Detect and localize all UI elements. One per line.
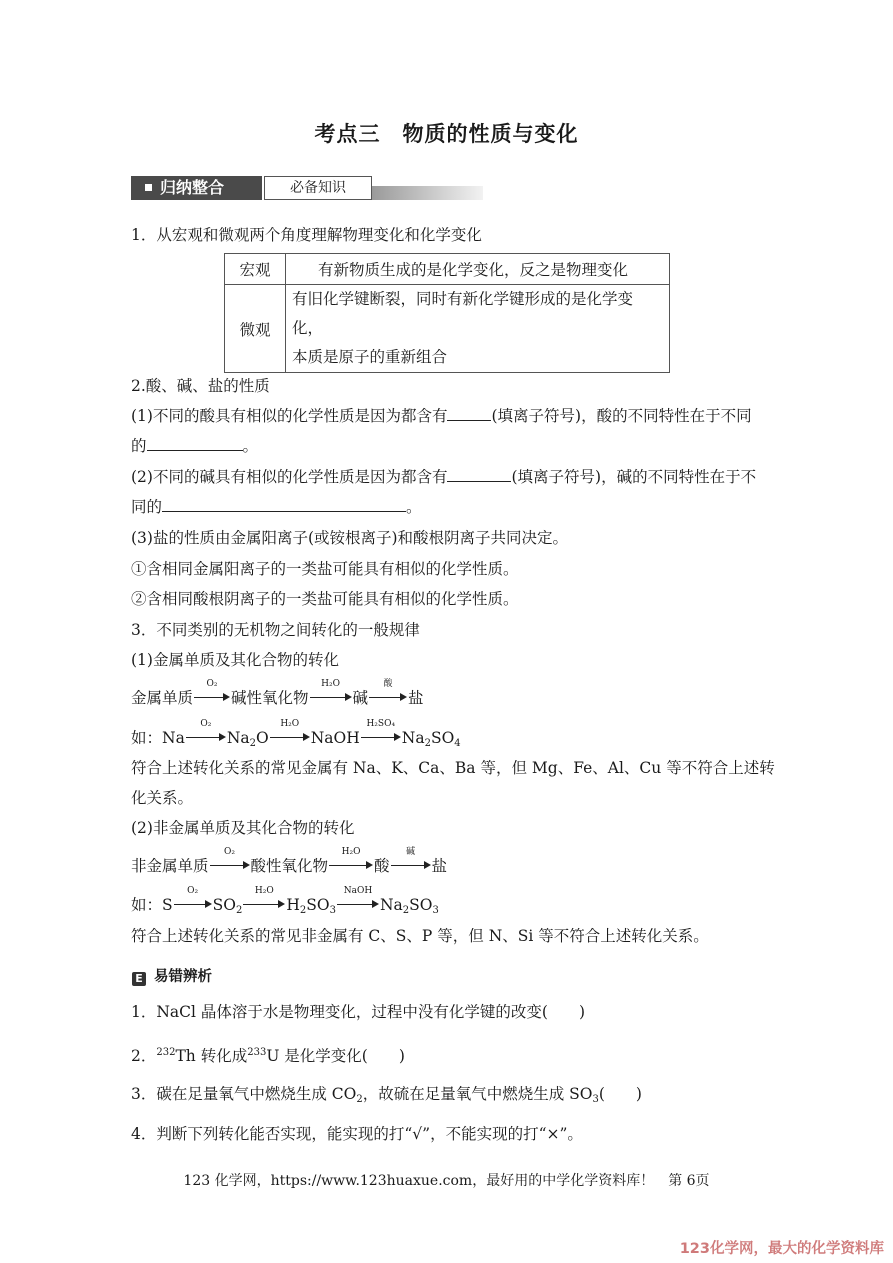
text: 2 bbox=[235, 905, 243, 916]
s2-p5: ②含相同酸根阴离子的一类盐可能具有相似的化学性质。 bbox=[131, 590, 519, 608]
arrow bbox=[210, 847, 250, 871]
metal-note-2: 化关系。 bbox=[131, 789, 194, 807]
table-key-micro: 微观 bbox=[225, 285, 286, 373]
text: O₂ bbox=[200, 719, 212, 729]
s1-heading: 1．从宏观和微观两个角度理解物理变化和化学变化 bbox=[131, 226, 482, 244]
arrow-line bbox=[174, 904, 206, 905]
arrow-head-icon bbox=[372, 900, 379, 908]
text: 3．碳在足量氧气中燃烧生成 CO bbox=[131, 1085, 357, 1103]
macro-micro-table bbox=[224, 253, 670, 373]
arrow-line bbox=[391, 865, 425, 866]
table-key-macro: 宏观 bbox=[225, 254, 286, 285]
question-2 bbox=[131, 1043, 405, 1066]
text: 2 bbox=[249, 738, 257, 749]
s3-nonmetal-title: (2)非金属单质及其化合物的转化 bbox=[131, 819, 355, 837]
s3-heading: 3．不同类别的无机物之间转化的一般规律 bbox=[131, 621, 420, 639]
arrow bbox=[186, 719, 226, 743]
arrow-head-icon bbox=[345, 693, 352, 701]
title-part1: 考点三 bbox=[314, 121, 381, 146]
text: 。 bbox=[242, 437, 259, 455]
banner-left-text: 归纳整合 bbox=[160, 178, 225, 197]
nonmetal-note: 符合上述转化关系的常见非金属有 C、S、P 等，但 N、Si 等不符合上述转化关系。 bbox=[131, 927, 709, 945]
arrow bbox=[361, 719, 401, 743]
text: H₂SO₄ bbox=[366, 719, 396, 729]
question-1: 1．NaCl 晶体溶于水是物理变化，过程中没有化学键的改变( ) bbox=[131, 1003, 586, 1021]
arrow bbox=[337, 886, 379, 910]
arrow bbox=[310, 679, 352, 703]
s2-heading: 2.酸、碱、盐的性质 bbox=[131, 377, 270, 395]
text: SO bbox=[212, 896, 236, 914]
micro-line-2: 本质是原子的重新组合 bbox=[292, 348, 448, 366]
text: 非金属单质 bbox=[131, 857, 209, 875]
text: 3 bbox=[432, 905, 439, 916]
arrow-head-icon bbox=[219, 733, 226, 741]
arrow-line bbox=[186, 737, 220, 738]
text: (2)不同的碱具有相似的化学性质是因为都含有 bbox=[131, 468, 448, 486]
text: H₂O bbox=[254, 886, 274, 896]
nonmetal-chain bbox=[131, 847, 448, 876]
text: O bbox=[256, 729, 269, 747]
answer-blank[interactable] bbox=[147, 436, 243, 451]
text: 2 bbox=[424, 738, 431, 749]
text: 碱 bbox=[352, 689, 369, 707]
arrow-line bbox=[329, 865, 367, 866]
text: 盐 bbox=[431, 857, 448, 875]
text: 如： bbox=[131, 896, 163, 914]
arrow-line bbox=[310, 697, 346, 698]
text: (1)不同的酸具有相似的化学性质是因为都含有 bbox=[131, 407, 448, 425]
text: Th 转化成 bbox=[175, 1047, 248, 1065]
text: 3 bbox=[329, 905, 336, 916]
table-row bbox=[225, 285, 670, 373]
section-banner bbox=[131, 176, 483, 202]
s2-p4: ①含相同金属阳离子的一类盐可能具有相似的化学性质。 bbox=[131, 560, 519, 578]
square-icon bbox=[145, 184, 152, 191]
arrow-head-icon bbox=[400, 693, 407, 701]
arrow-line bbox=[194, 697, 224, 698]
arrow-line bbox=[243, 904, 279, 905]
text: 2 bbox=[299, 905, 307, 916]
question-3 bbox=[131, 1084, 642, 1110]
text: Na bbox=[401, 729, 425, 747]
text: 盐 bbox=[408, 689, 424, 707]
text: 碱性氧化物 bbox=[231, 689, 309, 707]
e-badge-icon: E bbox=[132, 972, 146, 986]
text: 酸 bbox=[374, 857, 390, 875]
text: ，故硫在足量氧气中燃烧生成 SO bbox=[362, 1085, 593, 1103]
text: Na bbox=[226, 729, 250, 747]
s2-p3: (3)盐的性质由金属阳离子(或铵根离子)和酸根阴离子共同决定。 bbox=[131, 529, 569, 547]
text: (填离子符号)，酸的不同特性在于不同 bbox=[491, 407, 752, 425]
text: 4 bbox=[454, 738, 461, 749]
arrow-head-icon bbox=[223, 693, 230, 701]
page-title bbox=[0, 118, 893, 148]
text: 如： bbox=[131, 729, 163, 747]
text: Na bbox=[379, 896, 403, 914]
text: 232 bbox=[156, 1047, 176, 1058]
text: H₂O bbox=[341, 847, 361, 857]
answer-blank[interactable] bbox=[162, 497, 406, 512]
text: 碱 bbox=[406, 847, 416, 857]
text: NaOH bbox=[343, 886, 373, 896]
text: S bbox=[162, 896, 173, 914]
s3-metal-title: (1)金属单质及其化合物的转化 bbox=[131, 651, 339, 669]
arrow-head-icon bbox=[278, 900, 285, 908]
s2-p1 bbox=[131, 406, 752, 426]
text: H bbox=[286, 896, 300, 914]
text: 酸性氧化物 bbox=[250, 857, 329, 875]
text: 233 bbox=[247, 1047, 267, 1058]
arrow bbox=[194, 679, 230, 703]
answer-blank[interactable] bbox=[447, 406, 491, 421]
banner-dark-label bbox=[131, 176, 262, 200]
arrow-head-icon bbox=[366, 861, 373, 869]
text: O₂ bbox=[187, 886, 199, 896]
metal-example bbox=[131, 719, 461, 754]
nonmetal-example bbox=[131, 886, 439, 921]
text: 的 bbox=[131, 437, 147, 455]
arrow-head-icon bbox=[424, 861, 431, 869]
arrow-line bbox=[270, 737, 304, 738]
arrow-head-icon bbox=[394, 733, 401, 741]
arrow bbox=[391, 847, 431, 871]
title-part2: 物质的性质与变化 bbox=[402, 121, 579, 146]
text: 酸 bbox=[383, 679, 393, 689]
text: ( ) bbox=[598, 1085, 642, 1103]
text: 金属单质 bbox=[131, 689, 194, 707]
arrow-head-icon bbox=[303, 733, 310, 741]
arrow-line bbox=[210, 865, 244, 866]
text: (填离子符号)，碱的不同特性在于不 bbox=[511, 468, 757, 486]
s2-p1-cont bbox=[131, 436, 258, 456]
text: O₂ bbox=[206, 679, 218, 689]
text: H₂O bbox=[280, 719, 300, 729]
arrow bbox=[369, 679, 407, 703]
arrow bbox=[174, 886, 212, 910]
table-row bbox=[225, 254, 670, 285]
answer-blank[interactable] bbox=[447, 467, 511, 482]
arrow bbox=[270, 719, 310, 743]
text: H₂O bbox=[321, 679, 340, 689]
text: O₂ bbox=[224, 847, 236, 857]
banner-fade-bar bbox=[372, 186, 483, 200]
s2-p2 bbox=[131, 467, 756, 487]
text: 同的 bbox=[131, 498, 163, 516]
text: NaOH bbox=[310, 729, 360, 747]
arrow-head-icon bbox=[243, 861, 250, 869]
arrow-head-icon bbox=[205, 900, 212, 908]
watermark: 123化学网，最大的化学资料库 bbox=[679, 1241, 884, 1257]
text: Na bbox=[162, 729, 185, 747]
arrow-line bbox=[361, 737, 395, 738]
text: 2． bbox=[131, 1047, 157, 1065]
table-value-macro: 有新物质生成的是化学变化，反之是物理变化 bbox=[286, 254, 670, 285]
arrow bbox=[243, 886, 285, 910]
arrow-line bbox=[369, 697, 401, 698]
error-analysis-label bbox=[132, 965, 212, 986]
text: SO bbox=[430, 729, 455, 747]
banner-box-label: 必备知识 bbox=[264, 176, 372, 200]
s2-p2-cont bbox=[131, 497, 422, 517]
arrow bbox=[329, 847, 373, 871]
text: U 是化学变化( ) bbox=[266, 1047, 405, 1065]
text: 2 bbox=[402, 905, 410, 916]
metal-chain bbox=[131, 679, 424, 708]
text: 3 bbox=[592, 1094, 599, 1105]
question-4: 4．判断下列转化能否实现，能实现的打“√”，不能实现的打“×”。 bbox=[131, 1125, 583, 1143]
metal-note-1: 符合上述转化关系的常见金属有 Na、K、Ca、Ba 等，但 Mg、Fe、Al、Cu 等不符合上述转 bbox=[131, 759, 775, 777]
table-value-micro bbox=[286, 285, 670, 373]
page-footer: 123 化学网，https://www.123huaxue.com，最好用的中学化学资料库！ 第 6页 bbox=[183, 1173, 710, 1189]
text: SO bbox=[409, 896, 433, 914]
micro-line-1: 有旧化学键断裂，同时有新化学键形成的是化学变化， bbox=[292, 290, 634, 337]
text: 。 bbox=[406, 498, 422, 516]
arrow-line bbox=[337, 904, 373, 905]
text: SO bbox=[306, 896, 330, 914]
text: 2 bbox=[356, 1094, 363, 1105]
text: 易错辨析 bbox=[154, 969, 212, 985]
